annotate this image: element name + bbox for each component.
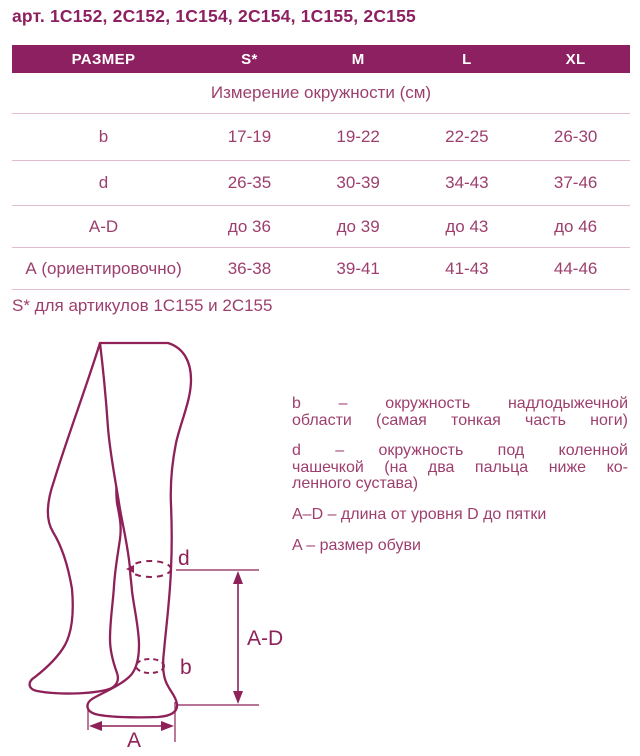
size-cell: 19-22 <box>304 114 413 161</box>
diagram-label-ad: A-D <box>247 627 284 650</box>
legend-item-d <box>292 443 628 493</box>
size-cell: 34-43 <box>413 161 522 206</box>
column-header-xl: XL <box>521 45 630 73</box>
legend-line: чашечкой (на два пальца ниже ко- <box>292 458 628 476</box>
legend-line: A–D – длина от уровня D до пятки <box>292 505 547 523</box>
legend-line: A – размер обуви <box>292 536 421 554</box>
table-header-row <box>12 45 630 73</box>
size-cell: 36-38 <box>195 248 304 290</box>
size-cell: 44-46 <box>521 248 630 290</box>
size-table <box>12 45 630 290</box>
row-label: b <box>12 114 195 161</box>
leg-measurement-diagram <box>10 333 290 756</box>
size-cell: 39-41 <box>304 248 413 290</box>
column-header-size: РАЗМЕР <box>12 45 195 73</box>
size-cell: 37-46 <box>521 161 630 206</box>
size-cell: до 43 <box>413 206 522 248</box>
row-label: А (ориентировочно) <box>12 248 195 290</box>
table-subheader-row <box>12 73 630 114</box>
page-title: арт. 1С152, 2С152, 1С154, 2С154, 1С155, 2С155 <box>12 6 416 26</box>
table-subheader: Измерение окружности (см) <box>12 73 630 114</box>
legend-item-ad <box>292 507 628 524</box>
column-header-l: L <box>413 45 522 73</box>
legend-line: области (самая тонкая часть ноги) <box>292 411 628 429</box>
size-cell: 26-35 <box>195 161 304 206</box>
legend-item-b <box>292 396 628 429</box>
size-cell: до 46 <box>521 206 630 248</box>
a-arrowhead-right-icon <box>161 721 174 731</box>
diagram-label-d: d <box>178 547 190 570</box>
column-header-m: M <box>304 45 413 73</box>
table-footnote: S* для артикулов 1С155 и 2С155 <box>12 296 273 315</box>
diagram-label-b: b <box>180 656 192 679</box>
table-row <box>12 114 630 161</box>
legend-line: d – окружность под коленной <box>292 442 628 460</box>
a-arrowhead-left-icon <box>89 721 102 731</box>
size-cell: 17-19 <box>195 114 304 161</box>
size-cell: 41-43 <box>413 248 522 290</box>
size-cell: до 36 <box>195 206 304 248</box>
size-cell: до 39 <box>304 206 413 248</box>
table-row <box>12 248 630 290</box>
column-header-s: S* <box>195 45 304 73</box>
ad-arrowhead-top-icon <box>233 571 243 584</box>
legend-item-a <box>292 538 628 555</box>
row-label: d <box>12 161 195 206</box>
size-cell: 22-25 <box>413 114 522 161</box>
ad-arrowhead-bottom-icon <box>233 691 243 704</box>
table-row <box>12 161 630 206</box>
row-label: A-D <box>12 206 195 248</box>
legend-line: ленного сустава) <box>292 475 419 493</box>
measurement-legend <box>292 396 628 568</box>
legend-line: b – окружность надлодыжечной <box>292 395 628 412</box>
size-cell: 26-30 <box>521 114 630 161</box>
size-cell: 30-39 <box>304 161 413 206</box>
table-row <box>12 206 630 248</box>
diagram-label-a: A <box>127 729 142 752</box>
